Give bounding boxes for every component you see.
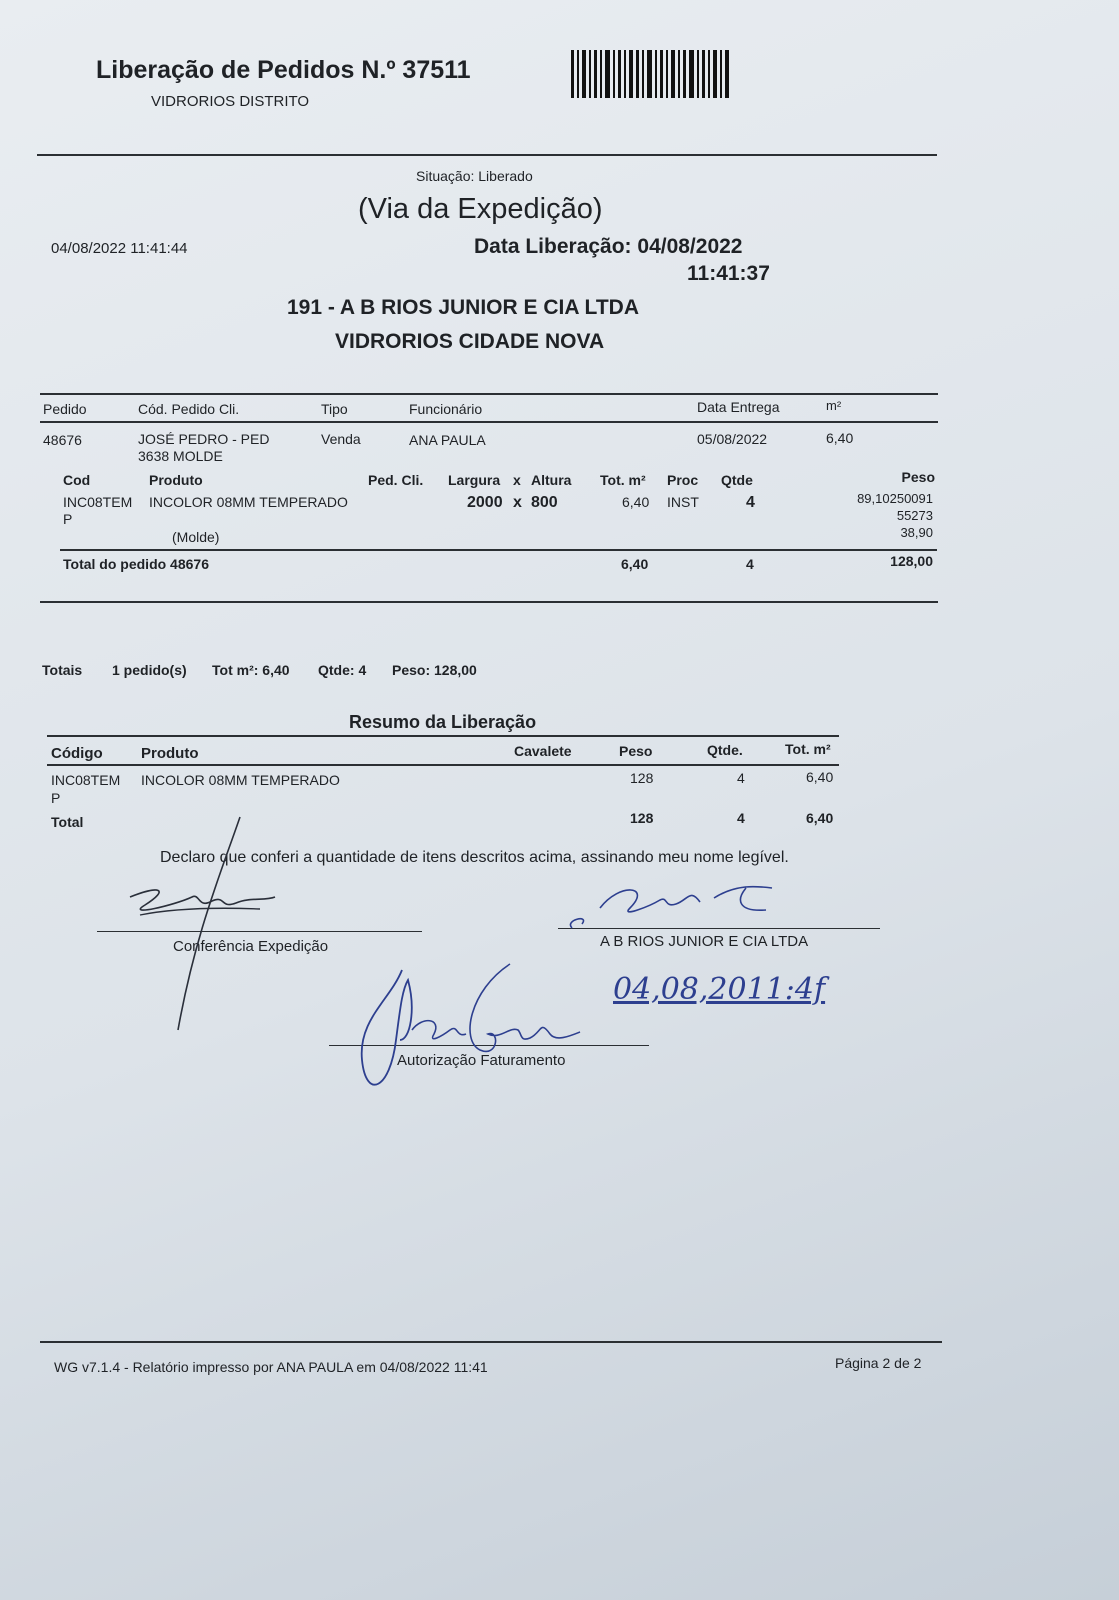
autorizacao-signature [350, 960, 590, 1100]
cod-pedido-cli-line1: JOSÉ PEDRO - PED [138, 431, 270, 447]
resumo-title: Resumo da Liberação [349, 712, 537, 732]
item-tot-m2: 6,40 [622, 494, 650, 510]
item-produto: INCOLOR 08MM TEMPERADO [149, 494, 348, 510]
situacao-status: Situação: Liberado [416, 168, 533, 184]
item-header-cod: Cod [63, 472, 91, 488]
totais-label: Totais [42, 662, 83, 678]
declaracao-text: Declaro que conferi a quantidade de itens descritos acima, assinando meu nome legível. [160, 849, 789, 866]
cod-pedido-cli-line2: 3638 MOLDE [138, 448, 223, 464]
total-pedido-label: Total do pedido 48676 [63, 556, 209, 572]
resumo-codigo-line1: INC08TEM [51, 772, 121, 788]
resumo-total-peso: 128 [630, 810, 654, 826]
barcode [571, 50, 729, 98]
resumo-top-rule [47, 735, 839, 737]
footer-rule [40, 1341, 942, 1343]
col-header-cod-cli: Cód. Pedido Cli. [138, 401, 240, 417]
cliente-name: 191 - A B RIOS JUNIOR E CIA LTDA [287, 296, 639, 319]
totais-qtde: Qtde: 4 [318, 662, 367, 678]
pedido-tipo: Venda [321, 431, 361, 447]
resumo-header-peso: Peso [619, 743, 653, 759]
item-header-qtde: Qtde [721, 472, 753, 488]
col-header-tipo: Tipo [321, 401, 348, 417]
total-pedido-peso: 128,00 [890, 553, 933, 569]
item-peso-line1: 89,10250091 [857, 491, 933, 506]
item-x: x [513, 494, 522, 511]
company-name: VIDRORIOS DISTRITO [151, 93, 310, 110]
item-header-proc: Proc [667, 472, 699, 488]
hora-liberacao: 11:41:37 [687, 262, 770, 285]
col-header-data-entrega: Data Entrega [697, 399, 780, 415]
resumo-header-cavalete: Cavalete [514, 743, 572, 759]
resumo-header-rule [47, 764, 839, 766]
totais-peso: Peso: 128,00 [392, 662, 477, 678]
pedido-table-top-rule [40, 393, 938, 395]
item-header-x: x [513, 472, 521, 488]
data-liberacao: Data Liberação: 04/08/2022 [474, 235, 743, 258]
item-peso-line2: 55273 [896, 508, 933, 523]
item-cod-line1: INC08TEM [63, 494, 133, 510]
pedido-number: 48676 [43, 432, 82, 448]
item-cod-line2: P [63, 511, 73, 527]
pedido-m2: 6,40 [826, 430, 854, 446]
totais-pedidos: 1 pedido(s) [112, 662, 187, 678]
document-title: Liberação de Pedidos N.º 37511 [96, 56, 471, 84]
footer-pagina: Página 2 de 2 [835, 1355, 922, 1371]
pedido-data-entrega: 05/08/2022 [697, 431, 768, 447]
cliente-signature [560, 878, 800, 938]
total-pedido-qtde: 4 [746, 556, 754, 572]
handwritten-date: 04,08,2011:4f [613, 972, 826, 1007]
item-altura: 800 [531, 494, 558, 511]
item-header-peso: Peso [901, 469, 935, 485]
resumo-tot-m2: 6,40 [806, 769, 834, 785]
print-datetime: 04/08/2022 11:41:44 [51, 240, 188, 257]
resumo-total-qtde: 4 [737, 810, 745, 826]
item-largura: 2000 [467, 494, 503, 511]
item-proc: INST [667, 494, 699, 510]
conferencia-label: Conferência Expedição [173, 938, 329, 955]
total-pedido-m2: 6,40 [621, 556, 649, 572]
item-header-altura: Altura [531, 472, 572, 488]
pedido-funcionario: ANA PAULA [409, 432, 486, 448]
resumo-total-label: Total [51, 814, 84, 830]
item-qtde: 4 [746, 494, 755, 511]
pedido-table-bottom-rule [40, 601, 938, 603]
resumo-codigo-line2: P [51, 790, 61, 806]
col-header-pedido: Pedido [43, 401, 87, 417]
resumo-peso: 128 [630, 770, 654, 786]
loja-name: VIDRORIOS CIDADE NOVA [335, 330, 605, 353]
via-label: (Via da Expedição) [358, 193, 603, 225]
resumo-header-qtde: Qtde. [707, 742, 743, 758]
item-header-produto: Produto [149, 472, 203, 488]
item-obs: (Molde) [172, 529, 220, 545]
item-header-tot-m2: Tot. m² [600, 472, 646, 488]
total-pedido-rule [60, 549, 937, 551]
resumo-total-tot-m2: 6,40 [806, 810, 834, 826]
cliente-signature-label: A B RIOS JUNIOR E CIA LTDA [600, 933, 809, 950]
header-divider [37, 154, 937, 156]
col-header-funcionario: Funcionário [409, 401, 483, 417]
resumo-header-produto: Produto [141, 745, 199, 762]
autorizacao-label: Autorização Faturamento [397, 1052, 566, 1069]
resumo-header-tot-m2: Tot. m² [785, 741, 831, 757]
col-header-m2: m² [826, 398, 842, 413]
pedido-table-header-rule [40, 421, 938, 423]
item-header-largura: Largura [448, 472, 501, 488]
conferencia-signature [100, 805, 280, 1035]
resumo-qtde: 4 [737, 770, 745, 786]
item-header-ped-cli: Ped. Cli. [368, 472, 424, 488]
totais-tot-m2: Tot m²: 6,40 [212, 662, 290, 678]
footer-impresso: WG v7.1.4 - Relatório impresso por ANA PAULA em 04/08/2022 11:41 [54, 1359, 488, 1375]
resumo-produto: INCOLOR 08MM TEMPERADO [141, 772, 340, 788]
item-peso-line3: 38,90 [900, 525, 933, 540]
resumo-header-codigo: Código [51, 745, 103, 762]
